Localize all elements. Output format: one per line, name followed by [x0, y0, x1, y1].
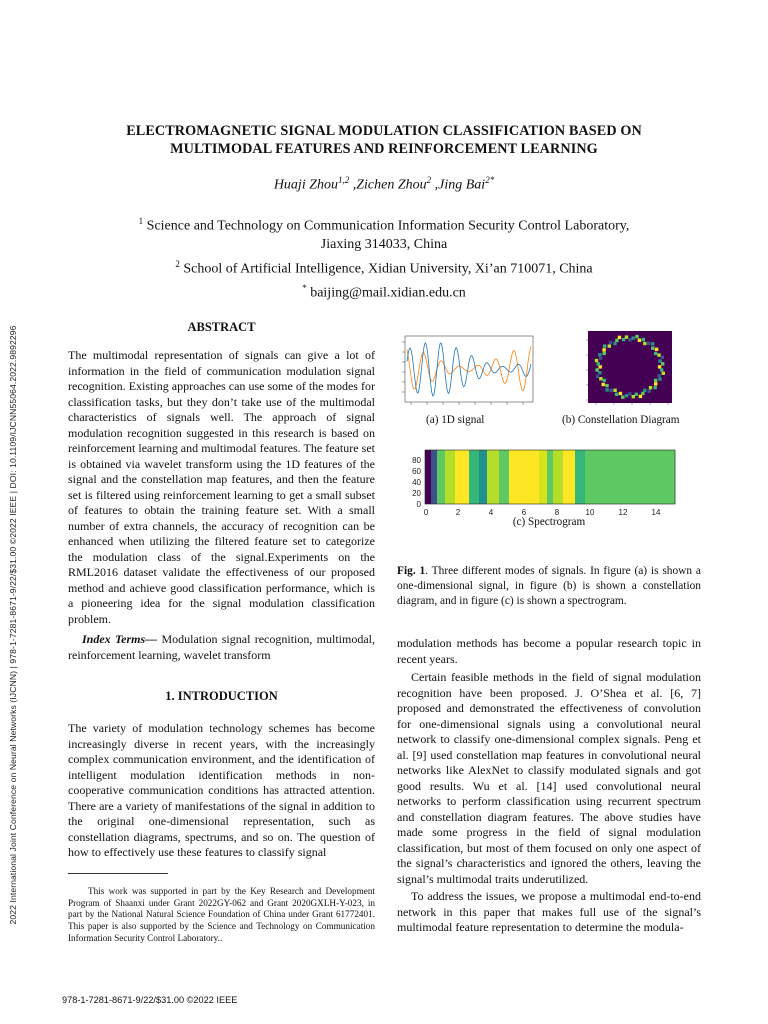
constellation-point	[660, 368, 663, 371]
constellation-point	[602, 383, 605, 386]
abstract-heading: ABSTRACT	[187, 320, 256, 334]
constellation-point	[609, 341, 612, 344]
constellation-point	[621, 396, 624, 399]
author-affil: 2*	[485, 175, 495, 185]
affiliations	[70, 212, 698, 303]
constellation-point	[605, 388, 608, 391]
email-marker: *	[302, 282, 307, 293]
subcaption-a: (a) 1D signal	[426, 414, 485, 426]
side-margin-note	[3, 300, 23, 950]
constellation-point	[641, 392, 644, 395]
x-tick-label: 12	[618, 508, 628, 517]
author-name: Huaji Zhou	[273, 177, 338, 193]
copyright-line: 978-1-7281-8671-9/22/$31.00 ©2022 IEEE	[62, 995, 238, 1005]
subcaption-c: (c) Spectrogram	[512, 516, 586, 528]
constellation-point	[651, 342, 654, 345]
spectrogram-band	[575, 450, 585, 504]
constellation-point	[613, 342, 616, 345]
subcaption-b: (b) Constellation Diagram	[562, 414, 680, 426]
constellation-point	[643, 389, 646, 392]
constellation-point	[658, 365, 661, 368]
constellation-point	[642, 338, 645, 341]
spectrogram-band	[479, 450, 487, 504]
spectrogram-band	[469, 450, 479, 504]
spectrogram-bands	[425, 450, 675, 504]
spectrogram-band	[585, 450, 675, 504]
y-tick-label: 60	[412, 467, 421, 476]
intro-paragraph-3: To address the issues, we propose a multimodal end-to-end network in this paper that makes full use of the signal’s multimodal feature representation to determine the modula-	[397, 889, 701, 934]
constellation-point	[654, 386, 657, 389]
contact-email[interactable]: baijing@mail.xidian.edu.cn	[306, 285, 466, 301]
constellation-point	[615, 393, 618, 396]
figure-1c-spectrogram	[400, 448, 685, 520]
affil-2-line: School of Artificial Intelligence, Xidian University, Xi’an 710071, China	[179, 261, 593, 277]
spectrogram-band	[487, 450, 499, 504]
affil-1-line-1: Science and Technology on Communication Information Security Control Laboratory,	[143, 218, 630, 234]
funding-footnote: This work was supported in part by the Key Research and Development Program of Shaanxi under Grant 2022GY-062 and Grant 2020GXLH-Y-023, in part by the National Natural Science Foundation of China under Grant 61772401. This paper is also supported by the Science and Technology on Communication Information Security Control Laboratory..	[68, 886, 375, 943]
spectrogram-band	[455, 450, 469, 504]
author-name: ,Zichen Zhou	[349, 177, 427, 193]
author-name: ,Jing Bai	[431, 177, 486, 193]
constellation-point	[655, 348, 658, 351]
intro-paragraph-continued: modulation methods has become a popular research topic in recent years.	[397, 636, 701, 666]
spectrogram-band	[563, 450, 575, 504]
y-ticks	[402, 342, 405, 392]
author-list	[70, 175, 698, 194]
intro-paragraph-2: Certain feasible methods in the field of signal modulation recognition have been proposed. J. O’Shea et al. [6, 7] proposed and demonstrated the effectiveness of convolution for one-dimensional signals using a convolutional neural network to classify one-dimensional complex signals. Peng et al. [9] used constellation map features in convolutional neural networks like AlexNet to classify modulated signals and got good results. Wu et al. [14] used convolutional neural networks to perform classification using recurrent spectrum and constellation diagram features. The above studies have made some progress in the field of signal modulation classification, but most of them focused on only one aspect of the signal’s characteristics and ignored the others, leaving the signal’s multimodal traits underutilized.	[397, 670, 701, 886]
affil-1-line-2: Jiaxing 314033, China	[320, 237, 448, 253]
constellation-point	[635, 335, 638, 338]
spectrogram-band	[547, 450, 553, 504]
figure-caption-text: . Three different modes of signals. In figure (a) is shown a one-dimensional signal, in figure (b) is shown a constellation diagram, and in figure (c) is shown a spectrogram.	[397, 565, 701, 608]
figure-1-caption	[397, 564, 701, 609]
index-terms-label: Index Terms—	[82, 632, 158, 646]
index-terms	[68, 632, 375, 663]
side-note-text: 2022 International Joint Conference on Neural Networks (IJCNN) | 978-1-7281-8671-9/22/$31.00 ©2022 IEEE | DOI: 10.1109/IJCNN55064.2022.9892296	[8, 325, 18, 925]
constellation-point	[628, 392, 631, 395]
constellation-point	[603, 379, 606, 382]
constellation-point	[613, 389, 616, 392]
author-affil: 2	[426, 175, 432, 185]
affil-marker: 1	[138, 216, 144, 226]
y-tick-label: 40	[412, 478, 421, 487]
constellation-point	[598, 353, 601, 356]
figure-caption-label: Fig. 1	[397, 565, 426, 578]
spectrogram-band	[445, 450, 455, 504]
constellation-point	[632, 395, 635, 398]
constellation-point	[658, 374, 661, 377]
spectrogram-band	[499, 450, 509, 504]
constellation-point	[608, 344, 611, 347]
spectrogram-band	[553, 450, 563, 504]
constellation-point	[596, 375, 599, 378]
spectrogram-band	[539, 450, 547, 504]
constellation-point	[643, 342, 646, 345]
constellation-point	[595, 368, 598, 371]
spectrogram-band	[437, 450, 445, 504]
title-line-1: ELECTROMAGNETIC SIGNAL MODULATION CLASSIFICATION BASED ON	[126, 123, 642, 139]
constellation-point	[635, 393, 638, 396]
constellation-point	[654, 382, 657, 385]
figure-1b-constellation-plot	[584, 330, 674, 412]
x-tick-label: 2	[455, 508, 461, 517]
footnote-rule	[68, 873, 168, 874]
constellation-point	[657, 353, 660, 356]
spectrogram-band	[509, 450, 539, 504]
constellation-point	[649, 386, 652, 389]
index-terms-text: Modulation signal recognition, multimodal, reinforcement learning, wavelet transform	[68, 632, 375, 662]
affil-marker: 2	[175, 258, 180, 269]
constellation-point	[647, 342, 650, 345]
x-ticks	[411, 402, 523, 405]
constellation-point	[639, 395, 642, 398]
x-tick-label: 10	[585, 508, 595, 517]
intro-heading: 1. INTRODUCTION	[165, 689, 278, 703]
constellation-point	[597, 362, 600, 365]
constellation-point	[625, 335, 628, 338]
x-tick-label: 8	[554, 508, 560, 517]
constellation-point	[618, 336, 621, 339]
constellation-point	[622, 338, 625, 341]
constellation-point	[654, 379, 657, 382]
constellation-point	[661, 362, 664, 365]
spectrogram-band	[431, 450, 437, 504]
figure-1a-signal-plot	[397, 332, 537, 412]
x-tick-label: 14	[651, 508, 661, 517]
spectrogram-y-axis	[412, 456, 421, 509]
constellation-point	[638, 339, 641, 342]
constellation-point	[651, 347, 654, 350]
paper-title	[70, 122, 698, 158]
constellation-point	[615, 339, 618, 342]
y-tick-label: 80	[412, 456, 421, 465]
y-tick-label: 0	[416, 500, 421, 509]
constellation-point	[599, 377, 602, 380]
constellation-point	[661, 356, 664, 359]
title-line-2: MULTIMODAL FEATURES AND REINFORCEMENT LEARNING	[170, 141, 598, 157]
constellation-point	[603, 352, 606, 355]
x-tick-label: 6	[521, 508, 527, 517]
constellation-point	[658, 377, 661, 380]
constellation-point	[603, 345, 606, 348]
constellation-point	[662, 372, 665, 375]
constellation-point	[599, 365, 602, 368]
x-tick-label: 0	[423, 508, 429, 517]
constellation-point	[609, 389, 612, 392]
constellation-point	[654, 352, 657, 355]
constellation-point	[648, 390, 651, 393]
constellation-point	[625, 394, 628, 397]
constellation-point	[628, 338, 631, 341]
constellation-point	[619, 392, 622, 395]
constellation-point	[605, 384, 608, 387]
y-tick-label: 20	[412, 489, 421, 498]
constellation-point	[595, 359, 598, 362]
intro-paragraph-1: The variety of modulation technology schemes has become increasingly diverse in recent years, with the increasingly complex communication environment, and the identification of intelligent modulation identification methods in non-cooperative communication conditions has attracted attention. There are a variety of manifestations of the signal in addition to the original one-dimensional representation, such as constellation diagrams, spectrums, and so on. The question of how to effectively use these features to classify signal	[68, 721, 375, 859]
constellation-point	[632, 336, 635, 339]
author-affil: 1,2	[338, 175, 350, 185]
x-tick-label: 4	[488, 508, 494, 517]
spectrogram-band	[425, 450, 431, 504]
constellation-point	[602, 348, 605, 351]
constellation-point	[599, 357, 602, 360]
abstract-body: The multimodal representation of signals can give a lot of information in the field of communication modulation signal recognition. Existing approaches can use some of the modes for classification tasks, but they don’t take use of the multimodal characteristics of signals well. The approach of signal modulation recognition suggested in this research is based on reinforcement learning and multimodal features. The feature set is obtained via wavelet transform using the 1D features of the signal and the constellation map features, and then the feature set is filtered using reinforcement learning to get a small subset of features to obtain the training feature set. With a small number of extra channels, the accuracy of recognition can be enhanced when utilizing the filtered feature set to categorize the modulation class of the signal.Experiments on the RML2016 dataset validate the effectiveness of our proposed method and achieve good classification performance, which is a pioneering idea for the signal modulation classification problem.	[68, 348, 375, 626]
